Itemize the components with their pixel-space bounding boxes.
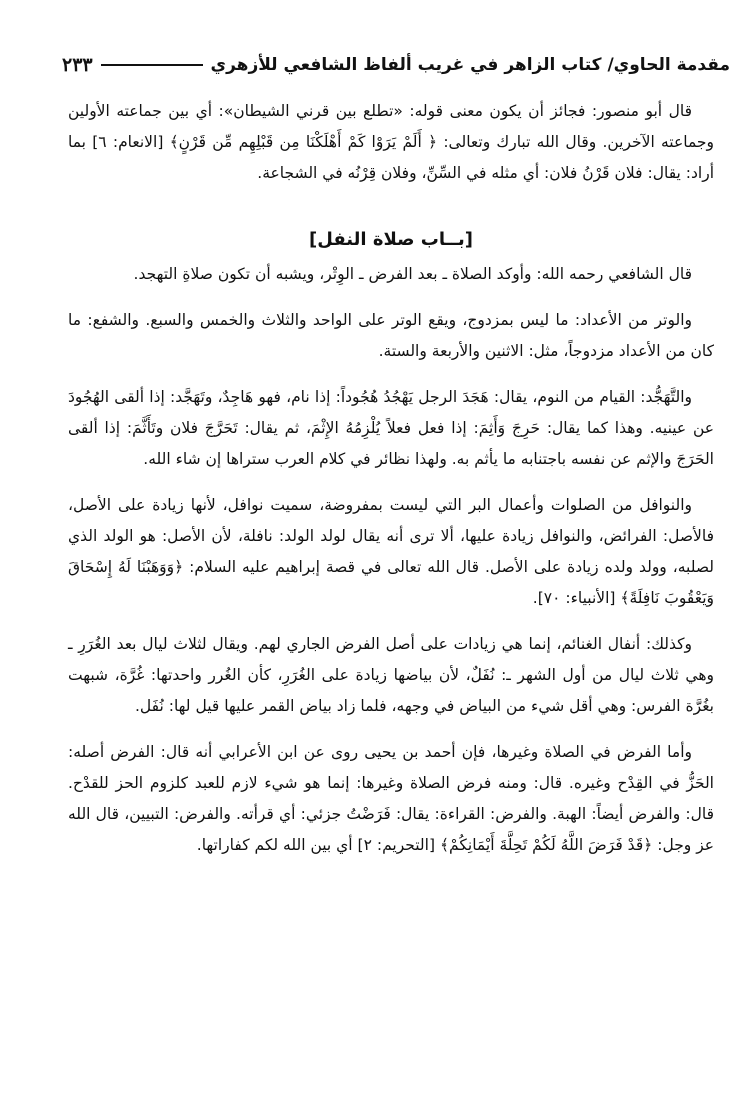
running-title: مقدمة الحاوي/ كتاب الزاهر في غريب ألفاظ الشافعي للأزهري [210, 55, 730, 75]
paragraph: وكذلك: أنفال الغنائم، إنما هي زيادات على أصل الفرض الجاري لهم. ويقال لثلاث ليال بعد الغُرَرِ ـ وهي ثلاث ليال من أول الشهر ـ: نُفَلٌ، لأن بياضها زيادة على الغُرَرِ، كأن الغُرر واحدتها: غُرَّة، شبهت بغُرَّة الفرس: وهي أقل شيء من البياض في وجهه، فلما زاد بياض القمر عليها قيل لها: نُفَل. [68, 635, 714, 715]
page-number: ٢٣٣ [62, 54, 93, 76]
paragraph: والوتر من الأعداد: ما ليس بمزدوج، ويقع الوتر على الواحد والثلاث والخمس والسبع. والشفع: ما كان من الأعداد مزدوجاً، مثل: الاثنين والأربعة والستة. [68, 311, 714, 360]
paragraph: وأما الفرض في الصلاة وغيرها، فإن أحمد بن يحيى روى عن ابن الأعرابي أنه قال: الفرض أصله: الحَزُّ في القِدْح وغيره. قال: ومنه فرض الصلاة وغيرها: إنما هو شيء لازم للعبد كلزوم الحز للقدْح. قال: والفرض أيضاً: الهبة. والفرض: القراءة: يقال: فَرَضْتُ جزئي: أي قرأته. والفرض: التبيين، قال الله عز وجل: ﴿قَدْ فَرَضَ اللَّهُ لَكُمْ تَحِلَّةَ أَيْمَانِكُمْ﴾ [التحريم: ٢] أي بين الله لكم كفاراتها. [68, 743, 714, 854]
page-header [62, 50, 730, 80]
page-body [68, 96, 714, 876]
paragraph: والنوافل من الصلوات وأعمال البر التي ليست بمفروضة، سميت نوافل، لأنها زيادة على الأصل، فالأصل: الفرائض، والنوافل زيادة عليها، ألا ترى أنه يقال لولد الولد: نافلة، لأن الأصل: هو الولد الذي لصلبه، وولد ولده زيادة على الأصل. قال الله تعالى في قصة إبراهيم عليه السلام: ﴿وَوَهَبْنَا لَهُ إِسْحَاقَ وَيَعْقُوبَ نَافِلَةً﴾ [الأنبياء: ٧٠]. [68, 496, 714, 607]
paragraph: قال أبو منصور: فجائز أن يكون معنى قوله: «تطلع بين قرني الشيطان»: أي بين جماعته الأولين وجماعته الآخرين. وقال الله تبارك وتعالى: ﴿ أَلَمْ يَرَوْا كَمْ أَهْلَكْنَا مِن قَبْلِهِم مِّن قَرْنٍ﴾ [الانعام: ٦] بما أراد: يقال: فلان قَرْنُ فلان: أي مثله في السِّنِّ، وفلان قِرْنُه في الشجاعة. [68, 102, 714, 182]
section-heading [68, 229, 714, 250]
paragraph: قال الشافعي رحمه الله: وأوكد الصلاة ـ بعد الفرض ـ الوِتْر، ويشبه أن تكون صلاةِ التهجد. [133, 265, 692, 283]
paragraph: والتَّهَجُّد: القيام من النوم، يقال: هَجَدَ الرجل يَهْجُدُ هُجُوداً: إذا نام، فهو هَاجِدٌ، وتَهَجَّد: إذا ألقى الهُجُودَ عن عينيه. وهذا كما يقال: حَرِجَ وَأَثِمَ: إذا فعل فعلاً يُلْزِمُهُ الإِثْمَ، ثم يقال: تَحَرَّجَ فلان وتَأَثَّمَ: إذا ألقى الحَرَجَ والإثم عن نفسه باجتنابه ما يأثم به. ولهذا نظائر في كلام العرب ستراها إن شاء الله. [68, 388, 714, 468]
header-rule [101, 64, 203, 66]
section-title: [بــاب صلاة النفل] [309, 229, 473, 250]
